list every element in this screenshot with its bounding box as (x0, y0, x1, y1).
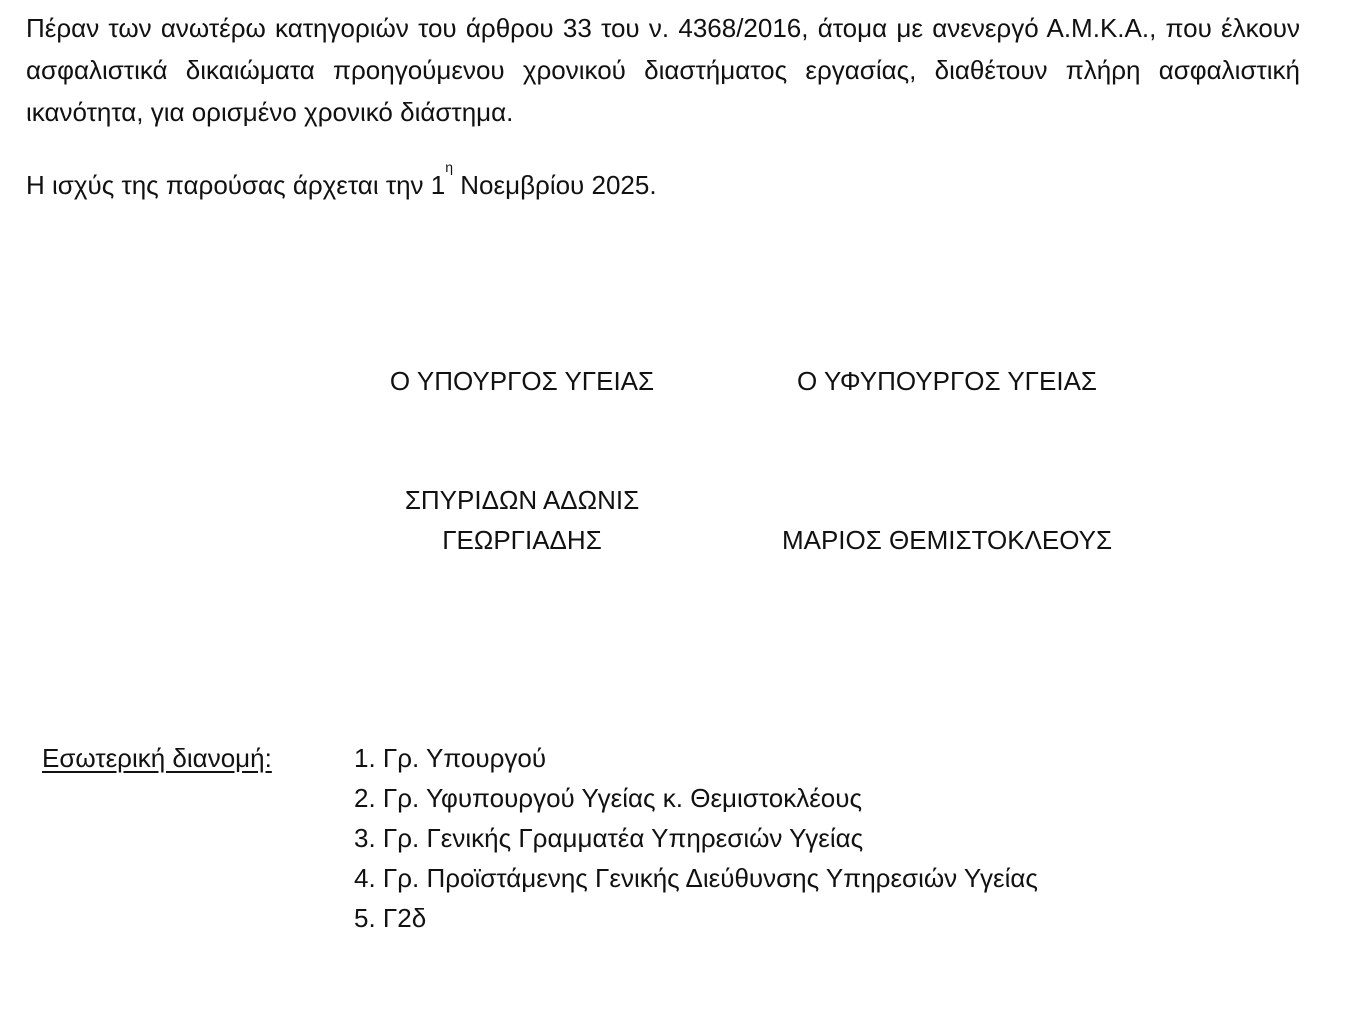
deputy-minister-name: ΜΑΡΙΟΣ ΘΕΜΙΣΤΟΚΛΕΟΥΣ (781, 525, 1113, 555)
distribution-item: 1. Γρ. Υπουργού (354, 743, 547, 773)
deputy-minister-role: Ο ΥΦΥΠΟΥΡΓΟΣ ΥΓΕΙΑΣ (797, 366, 1097, 396)
distribution-item: 2. Γρ. Υφυπουργού Υγείας κ. Θεμιστοκλέους (354, 783, 863, 813)
minister-name-line2: ΓΕΩΡΓΙΑΔΗΣ (442, 525, 602, 555)
distribution-item: 4. Γρ. Προϊστάμενης Γενικής Διεύθυνσης Υπηρεσιών Υγείας (354, 863, 1038, 893)
effective-date-text-start: Η ισχύς της παρούσας άρχεται την 1 (26, 170, 446, 200)
internal-distribution-label: Εσωτερική διανομή: (42, 743, 272, 773)
ordinal-superscript: η (445, 159, 454, 175)
minister-name-line1: ΣΠΥΡΙΔΩΝ ΑΔΩΝΙΣ (404, 485, 640, 515)
minister-role: Ο ΥΠΟΥΡΓΟΣ ΥΓΕΙΑΣ (389, 366, 655, 396)
body-paragraph-insurance: Πέραν των ανωτέρω κατηγοριών του άρθρου 33 του ν. 4368/2016, άτομα με ανενεργό Α.Μ.Κ.Α., που έλκουν ασφαλιστικά δικαιώματα προηγούμενου χρονικού διαστήματος εργασίας, διαθέτουν πλήρη ασφαλιστική ικανότητα, για ορισμένο χρονικό διάστημα. (26, 13, 1300, 127)
internal-distribution-list (354, 738, 1038, 938)
distribution-item: 5. Γ2δ (354, 903, 427, 933)
body-paragraph-effective-date (26, 159, 1300, 206)
distribution-item: 3. Γρ. Γενικής Γραμματέα Υπηρεσιών Υγείας (354, 823, 864, 853)
effective-date-text-end: Νοεμβρίου 2025. (453, 170, 657, 200)
